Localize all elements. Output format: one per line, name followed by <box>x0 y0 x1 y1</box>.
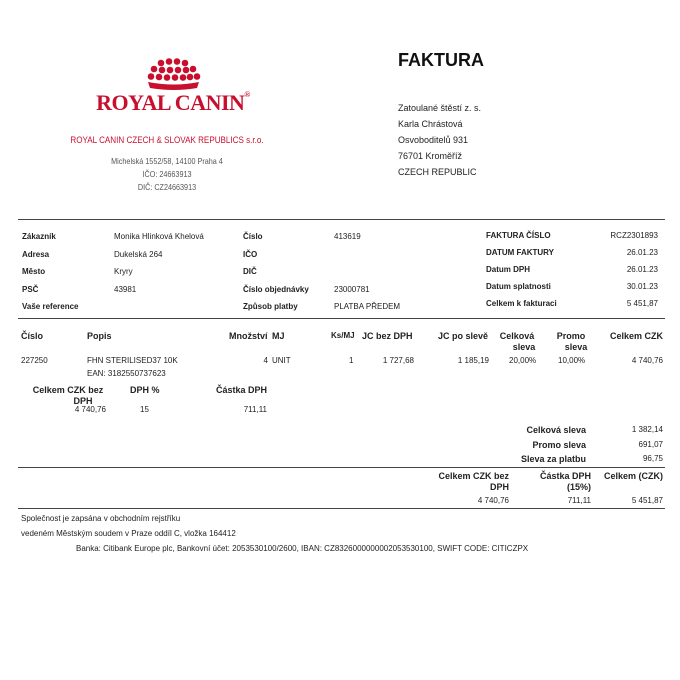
vat-header-rate: DPH % <box>130 385 160 395</box>
company-address: Michelská 1552/58, 14100 Praha 4 <box>111 156 223 166</box>
item-promo-sleva: 10,00% <box>558 356 586 365</box>
recipient-line: CZECH REPUBLIC <box>398 167 477 177</box>
item-celkova-sleva: 20,00% <box>509 356 537 365</box>
order-value: 413619 <box>334 232 361 241</box>
invoice-meta-label: DATUM FAKTURY <box>486 248 554 257</box>
invoice-title: FAKTURA <box>398 50 484 70</box>
registered-mark: ® <box>244 90 250 99</box>
logo-wordmark: ROYAL CANIN <box>96 90 245 115</box>
recipient-line: Karla Chrástová <box>398 119 463 129</box>
totals-vat: 711,11 <box>567 496 591 505</box>
footer-bank: Banka: Citibank Europe plc, Bankovní účet: 2053530100/2600, IBAN: CZ8326000000002053530100, SWIFT CODE: CITICZPX <box>76 544 529 553</box>
col-popis: Popis <box>87 331 112 341</box>
discount-value: 96,75 <box>642 454 663 463</box>
totals-header-vat <box>520 471 591 493</box>
order-label: Způsob platby <box>243 302 298 311</box>
company-logo <box>88 58 258 128</box>
invoice-meta-values <box>560 227 658 312</box>
order-value <box>334 263 400 281</box>
col-promo-sleva <box>548 331 594 353</box>
divider <box>18 219 665 220</box>
customer-value: Monika Hlinková Khelová <box>114 232 204 241</box>
col-mj: MJ <box>272 331 285 341</box>
customer-labels <box>22 228 79 316</box>
discount-values <box>600 423 663 467</box>
customer-value: Dukelská 264 <box>114 249 163 259</box>
company-ico: IČO: 24663913 <box>142 169 192 179</box>
vat-header-base-line2: DPH <box>73 396 93 406</box>
col-celkova-sleva-line1: Celková <box>499 331 535 341</box>
order-value: 23000781 <box>334 284 370 294</box>
invoice-meta-label: FAKTURA ČÍSLO <box>486 231 551 240</box>
customer-label: Adresa <box>22 249 50 259</box>
vat-amount: 711,11 <box>243 405 267 414</box>
vat-header-base <box>26 385 110 407</box>
customer-label: Město <box>22 267 46 276</box>
item-mj: UNIT <box>272 356 291 365</box>
footer-registration-line2: vedeném Městským soudem v Praze oddíl C, vložka 164412 <box>21 529 236 538</box>
invoice-meta-value: 26.01.23 <box>626 265 658 274</box>
invoice-meta-value: 5 451,87 <box>626 299 658 308</box>
crown-icon <box>138 58 208 92</box>
totals-header-base <box>420 471 509 493</box>
order-label: IČO <box>243 249 258 259</box>
totals-base: 4 740,76 <box>477 496 509 505</box>
customer-values <box>114 228 204 316</box>
invoice-meta-label: Datum DPH <box>486 265 531 274</box>
invoice-meta-label: Celkem k fakturaci <box>486 299 557 308</box>
vat-base: 4 740,76 <box>74 405 106 414</box>
totals-header-vat-line1: Částka DPH <box>539 471 591 481</box>
col-mnozstvi: Množství <box>229 331 268 341</box>
invoice-meta-value: 30.01.23 <box>626 282 658 291</box>
invoice-meta-value: 26.01.23 <box>626 248 658 257</box>
invoice-meta-value: RCZ2301893 <box>610 231 658 240</box>
order-values <box>334 228 400 316</box>
divider <box>18 508 665 509</box>
col-celkova-sleva-line2: sleva <box>512 342 536 352</box>
order-labels <box>243 228 309 316</box>
customer-label: PSČ <box>22 284 39 294</box>
item-jc-po-sleve: 1 185,19 <box>457 356 489 365</box>
customer-value: 43981 <box>114 284 137 294</box>
totals-total: 5 451,87 <box>631 496 663 505</box>
item-ean: EAN: 3182550737623 <box>87 369 166 378</box>
discount-label: Celková sleva <box>526 425 586 435</box>
col-celkem-czk: Celkem CZK <box>609 331 663 341</box>
order-value <box>334 246 400 264</box>
discount-label: Sleva za platbu <box>520 454 586 464</box>
company-name: ROYAL CANIN CZECH & SLOVAK REPUBLICS s.r.o. <box>70 135 264 146</box>
item-cislo: 227250 <box>21 356 48 365</box>
footer-registration-line1: Společnost je zapsána v obchodním rejstříku <box>21 514 181 523</box>
recipient-line: Osvoboditelů 931 <box>398 135 469 145</box>
totals-header-base-line2: DPH <box>489 482 509 492</box>
totals-header-base-line1: Celkem CZK bez <box>438 471 509 481</box>
company-dic: DIČ: CZ24663913 <box>137 182 197 192</box>
vat-header-base-line1: Celkem CZK bez <box>32 385 104 395</box>
col-cislo: Číslo <box>21 331 44 341</box>
divider <box>18 318 665 319</box>
vat-rate: 15 <box>140 405 149 414</box>
order-label: DIČ <box>243 267 257 276</box>
invoice-meta-labels <box>486 227 557 312</box>
customer-label: Zákazník <box>22 232 56 241</box>
item-popis: FHN STERILISED37 10K <box>87 356 178 365</box>
discount-value: 1 382,14 <box>631 425 663 434</box>
customer-value <box>114 298 204 316</box>
order-value: PLATBA PŘEDEM <box>334 302 401 311</box>
discount-labels <box>480 423 586 467</box>
totals-header-total: Celkem (CZK) <box>603 471 663 481</box>
col-ks-mj: Ks/MJ <box>331 331 355 340</box>
vat-header-amount: Částka DPH <box>216 385 268 395</box>
recipient-line: 76701 Kroměříž <box>398 151 463 161</box>
item-jc-bez-dph: 1 727,68 <box>382 356 414 365</box>
customer-label: Vaše reference <box>22 302 79 311</box>
divider <box>18 467 665 468</box>
customer-value: Kryry <box>114 267 133 276</box>
col-jc-po-sleve: JC po slevě <box>438 331 489 341</box>
invoice-meta-label: Datum splatnosti <box>486 282 551 291</box>
totals-header-vat-line2: (15%) <box>566 482 591 492</box>
order-label: Číslo objednávky <box>243 284 309 294</box>
col-jc-bez-dph: JC bez DPH <box>362 331 413 341</box>
item-ks-mj: 1 <box>349 356 354 365</box>
order-label: Číslo <box>243 232 263 241</box>
item-celkem: 4 740,76 <box>631 356 663 365</box>
col-promo-sleva-line1: Promo <box>556 331 586 341</box>
discount-value: 691,07 <box>638 439 663 449</box>
discount-label: Promo sleva <box>532 439 586 450</box>
col-promo-sleva-line2: sleva <box>564 342 588 352</box>
recipient-address <box>398 100 481 180</box>
item-mnozstvi: 4 <box>263 356 268 365</box>
recipient-line: Zatoulané štěstí z. s. <box>398 103 482 113</box>
col-celkova-sleva <box>494 331 540 353</box>
